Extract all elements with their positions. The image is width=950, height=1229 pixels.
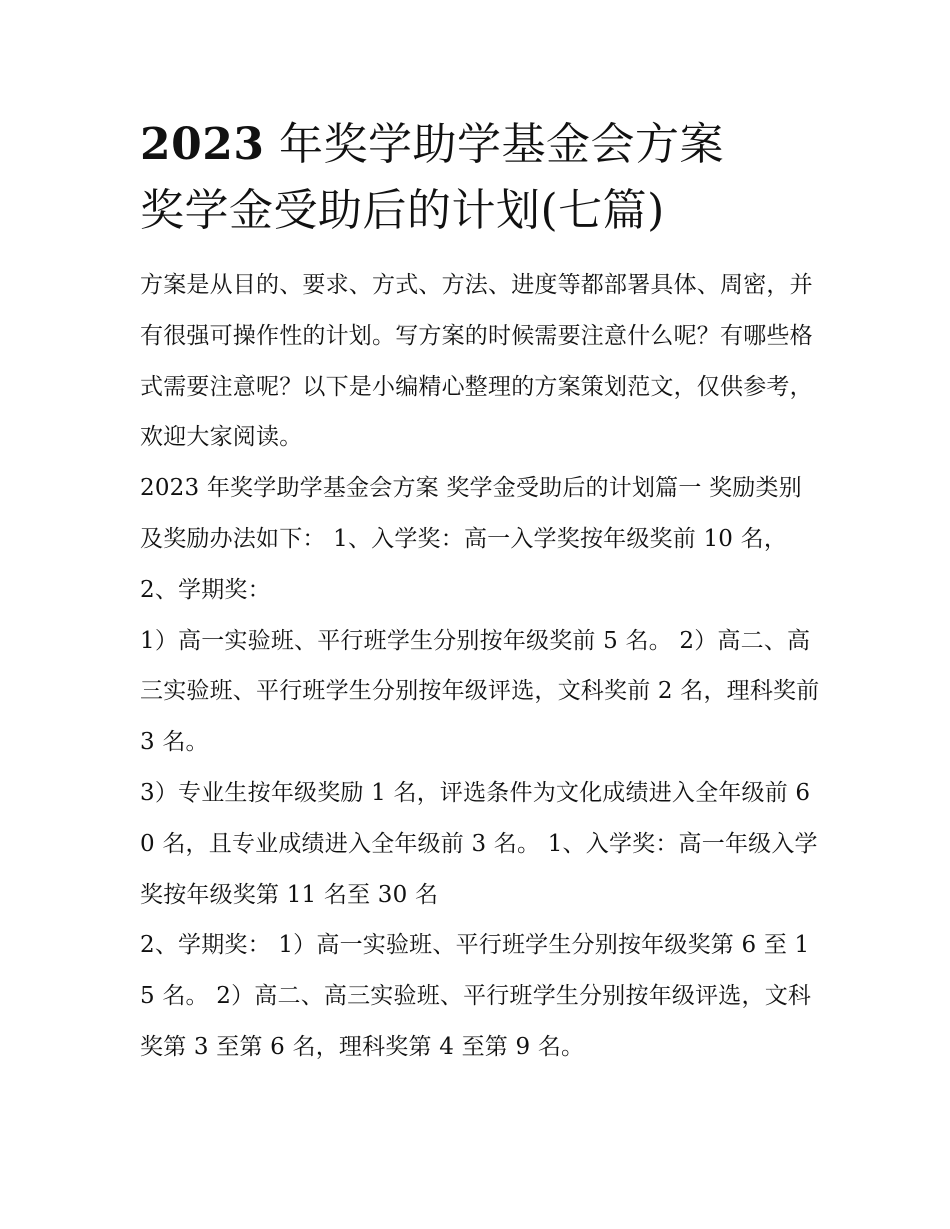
section-paragraph-3: 3）专业生按年级奖励 1 名，评选条件为文化成绩进入全年级前 60 名，且专业成绩进入全年级前 3 名。 1、入学奖：高一年级入学奖按年级奖第 11 名至 30 名 [140,779,818,908]
title-line-2: 奖学金受助后的计划(七篇) [140,185,665,236]
title-year: 2023 [140,119,265,170]
title-line-1 [140,112,820,178]
title-line-1-text: 年奖学助学基金会方案 [264,119,724,170]
section-paragraph-2: 1）高一实验班、平行班学生分别按年级奖前 5 名。 2）高二、高三实验班、平行班学生分别按年级评选，文科奖前 2 名，理科奖前 3 名。 [140,627,820,756]
section-paragraph-1: 2023 年奖学助学基金会方案 奖学金受助后的计划篇一 奖励类别及奖励办法如下： 1、入学奖：高一入学奖按年级奖前 10 名， 2、学期奖： [140,475,802,603]
document-body [140,260,820,1073]
intro-paragraph: 方案是从目的、要求、方式、方法、进度等都部署具体、周密，并有很强可操作性的计划。写方案的时候需要注意什么呢？有哪些格式需要注意呢？以下是小编精心整理的方案策划范文，仅供参考，欢迎大家阅读。 [140,272,813,451]
section-paragraph-4: 2、学期奖： 1）高一实验班、平行班学生分别按年级奖第 6 至 15 名。 2）高二、高三实验班、平行班学生分别按年级评选，文科奖第 3 至第 6 名，理科奖第 4 至第 9 名。 [140,932,812,1060]
document-title [140,112,820,244]
document-page [140,112,820,1073]
